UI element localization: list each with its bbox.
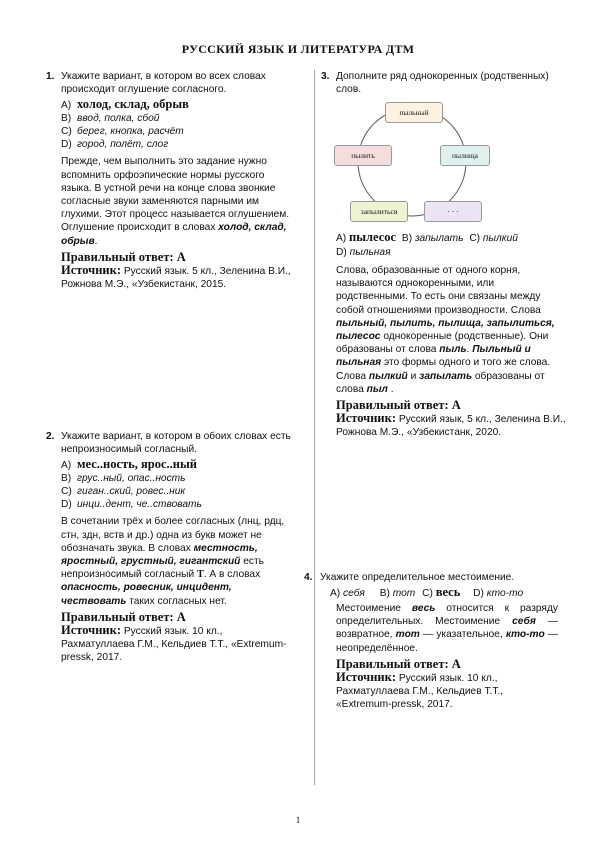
options-list: [61, 458, 296, 511]
word-cycle-diagram: [332, 100, 492, 224]
question-4: [304, 571, 560, 600]
node-bottom-left: запылиться: [350, 201, 408, 222]
question-1: [46, 70, 291, 291]
question-3-body: [336, 230, 568, 439]
explanation: Прежде, чем выполнить это задание нужно вспомнить орфоэпические нормы русского языка. В устной речи на конце слова звонкие согласные звуки заменяются парными им глухими. Этот процесс называется оглушением. Оглушение происходит в словах холод, склад, обрыв.: [61, 156, 290, 247]
options-list: [320, 586, 560, 600]
option-c[interactable]: C) весь: [422, 585, 461, 600]
correct-answer: Правильный ответ: A: [61, 609, 186, 624]
page-title: РУССКИЙ ЯЗЫК И ЛИТЕРАТУРА ДТМ: [181, 42, 415, 56]
option-a[interactable]: A) пылесос: [336, 230, 397, 244]
options-list: [336, 230, 568, 260]
option-d[interactable]: D) кто-то: [473, 588, 524, 600]
column-divider: [314, 70, 315, 785]
question-number: 3.: [321, 71, 330, 82]
question-3: [321, 70, 566, 96]
correct-answer: Правильный ответ: A: [336, 656, 461, 671]
explanation: В сочетании трёх и более согласных (лнц, рдц, стн, здн, вств и др.) одна из букв может не обозначать звука. В словах местность, яростный, грустный, гигантский есть непроизносимый согласный Т. А в словах опасность, ровесник, инцидент, чествовать таких согласных нет.: [61, 516, 285, 607]
question-number: 2.: [46, 431, 55, 442]
question-number: 1.: [46, 71, 55, 82]
node-bottom-right: · · ·: [424, 201, 482, 222]
node-top: пыльный: [385, 102, 443, 123]
question-text: Укажите вариант, в котором во всех словах происходит оглушение согласного.: [61, 71, 266, 96]
source: Источник: Русский язык, 5 кл., Зеленина В.И., Рожнова М.Э., «Узбекистанк, 2020.: [336, 411, 566, 439]
correct-answer: Правильный ответ: A: [61, 249, 186, 264]
node-right: пылища: [440, 145, 490, 166]
option-c[interactable]: C) берег, кнопка, расчёт: [61, 126, 184, 138]
option-b[interactable]: B) тот: [379, 588, 416, 600]
page-number: 1: [295, 815, 301, 825]
source: Источник: Русский язык. 10 кл., Рахматуллаева Г.М., Кельдиев Т.Т., «Extremum-pressk, 2017.: [61, 622, 287, 664]
option-a[interactable]: A) мес..ность, ярос..ный: [61, 457, 197, 472]
question-text: Укажите вариант, в котором в обоих словах есть непроизносимый согласный.: [61, 431, 291, 456]
question-text: Дополните ряд однокоренных (родственных) слов.: [336, 71, 549, 96]
explanation: Слова, образованные от одного корня, называются однокоренными, или родственными. То есть они связаны между собой отношениями производности. Слова пыльный, пылить, пылища, запылиться, пылесос однокоренные (родственные). Они образованы от слова пыль. Пыльный и пыльная это формы одного и того же слова. Слова пылкий и запылать образованы от слова пыл .: [336, 265, 555, 395]
question-4-body: [336, 602, 558, 711]
option-d[interactable]: D) инци..дент, че..ствовать: [61, 499, 202, 511]
option-a[interactable]: A) холод, склад, обрыв: [61, 97, 189, 112]
option-b[interactable]: B) запылать: [401, 233, 464, 244]
option-b[interactable]: B) ввод, полка, сбой: [61, 113, 160, 125]
options-list: [61, 98, 291, 151]
source: Источник: Русский язык. 5 кл., Зеленина В.И., Рожнова М.Э., «Узбекистанк, 2015.: [61, 262, 291, 291]
option-b[interactable]: B) грус..ный, опас..ность: [61, 473, 186, 485]
correct-answer: Правильный ответ: A: [336, 398, 461, 413]
question-text: Укажите определительное местоимение.: [320, 572, 515, 583]
option-c[interactable]: C) пылкий: [469, 233, 518, 244]
source: Источник: Русский язык. 10 кл., Рахматуллаева Г.М., Кельдиев Т.Т., «Extremum-pressk, 2017.: [336, 669, 504, 711]
question-number: 4.: [304, 572, 313, 583]
question-2: [46, 430, 296, 664]
option-d[interactable]: D) город, полёт, слог: [61, 139, 169, 151]
node-left: пылить: [334, 145, 392, 166]
explanation: Местоимение весь относится к разряду определительных. Местоимение себя — возвратное, тот — указательное, кто-то — неопределённое.: [336, 603, 558, 654]
option-c[interactable]: C) гиган..ский, ровес..ник: [61, 486, 186, 498]
option-d[interactable]: D) пыльная: [336, 247, 391, 258]
option-a[interactable]: A) себя: [330, 588, 365, 600]
